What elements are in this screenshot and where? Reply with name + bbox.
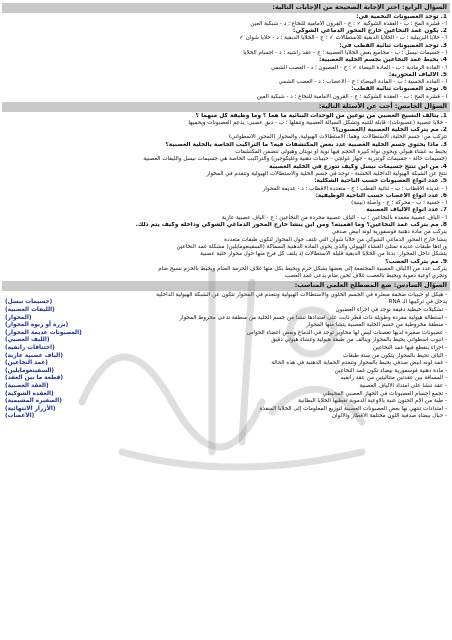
q5-block-2-question: 2. مم يتركب الخلية العصبية (العصبون)؟	[332, 127, 447, 134]
q6-statement: - تجمع أجسام العصبونات في الجهاز العصبي المحيطي	[322, 390, 447, 397]
q6-row	[2, 337, 450, 345]
q4-header: السؤال الرابع: اختر الإجابة الصحيحة من الإجابات التالية:	[2, 3, 450, 13]
q6-answer: (جسيمات نيسل)	[5, 299, 53, 306]
q5-block-3-question: 3. ماذا يحتوي جسم الخلية العصبية عدد بعض المكتشفات فيه؟ ما التراكيب الخاصة بالخلية العصبية؟	[165, 141, 447, 148]
q6-statement: - أجزاء ينقطع فيها غمد النخاعين	[372, 345, 447, 352]
q5-block-8-answer-line-1: يتركب من مادة دهنية فوسفورية لونه أبيض صدفي	[331, 229, 447, 236]
q6-answer: (المحوار)	[5, 314, 32, 321]
q5-block-9-question: 9. مم يتركب العصب؟	[385, 258, 447, 265]
q5-block-1-answer: - خلايا عصبية (عصبونات): قابلة للتنبه وتشكل السيالة العصبية وتنقلها ؛ ب - دبق عصبي: يدعم العصبونات ويحميها	[188, 119, 447, 126]
q5-list	[2, 113, 450, 281]
q4-item-5-question: 5. الألياف المحورية:	[388, 71, 447, 78]
q4-item-1-options: أ - قشرة المخ ؛ ب - العقدة الشوكية ✓ ؛ ج - القرون الأمامية للنخاع ؛ د - شبكية العين	[250, 20, 447, 27]
q6-row	[2, 322, 450, 330]
q6-statement: - أنبوب أسطواني يحيط بالمحوار ويتألف من طبقة هيولية وغشاء هيولي دقيق	[271, 337, 447, 344]
q4-item-2-question: 2. يكون غمد النخاعين خارج المحور الدماغي الشوكي:	[293, 28, 447, 35]
q6-row	[2, 360, 450, 368]
q6-header: السؤال السادس: ضع المصطلح العلمي المناسب:	[2, 281, 450, 291]
q4-item-6-options: أ - قشرة المخ ؛ ب - العقدة الشوكية ؛ ج - القرون الأمامية للنخاع ؛ د - شبكية العين	[256, 93, 447, 100]
q5-block-9-answer-line-2: وتجري أوعية دموية ويحيط بالعصب غلاف ثخين ضام يدعى غمد العصب	[284, 273, 447, 280]
q6-answer: (الضفيرة المشيمية)	[5, 398, 62, 405]
q6-answer: (الليفات العصبية)	[5, 307, 55, 314]
q6-row	[2, 299, 450, 307]
q6-statement: - ألياف تحيط بالمحوار يتكون من ستة طبقات	[343, 352, 447, 359]
q6-statement: - استطالة هيولية مفردة وطويلة ذات قطر ثابت على امتدادها تنشأ من جسم الخلية من منطقة تدعى مخروط المحوار	[179, 314, 447, 321]
q4-item-5-options: أ - الماده الحسية ؛ ب - المادة البيضاء ؛ ج - الأعصاب ؛ د - العصب الشمي	[278, 79, 447, 86]
q5-header: السؤال الخامس: أجب عن الأسئلة التالية:	[2, 102, 450, 112]
q6-statement: - منطقة مخروطية من جسم الخلية العصبية يتشأ منها المحوار	[306, 322, 447, 329]
q6-row	[2, 398, 450, 406]
q5-block-3-answer-line-2: (جسيمات حالة - جسيمات كوندرية - جهاز غولجي - حبيبات دهنية وغليكوجين) والتراكيب الخاصة هي جسيمات نيسل والليفات العصبية	[143, 156, 447, 163]
q6-row	[2, 383, 450, 391]
worksheet-page	[2, 2, 450, 638]
q6-statement: - مادة دهنية فوسفورية بيضاء تكون غمد النخاعين	[334, 367, 447, 374]
q6-row	[2, 368, 450, 376]
q6-row	[2, 307, 450, 315]
q6-statement: - غمد لونه أبيض صدفي يحيط بالمحوار وتنعدم الحماية الدهنية في هذه الحالة	[271, 360, 447, 367]
q6-answer: (الليف العصبي)	[5, 337, 50, 344]
q5-block-9-answer-line-1: يتركب عدد من الألياف العصبية المجتمعة إلى بعضها بشكل حزم ويحيط بكل منها غلاف الحزمة الضام ويحيط بالحزم نسيج ضام	[158, 265, 447, 272]
q5-block-8-answer-line-4: يتشكل داخل المحوار: بدءاً من الخلايا الدبقية قليلة الاستطالات إذ يلتف كل فرع منها حول محوار خلية عصبية	[200, 251, 447, 258]
q6-statement: - عقد تنشأ على امتداد الألياف العصبية	[359, 383, 447, 390]
q6-row	[2, 292, 450, 300]
q6-row	[2, 406, 450, 414]
q5-block-7-answer: أ - ألياف عصبية مغمدة بالنخاعين ؛ ب - ألياف عصبية مجردة من النخاعين ؛ ج - ألياف عصبية عارية	[221, 214, 447, 221]
q6-answer: (غمد النخاعين)	[5, 360, 48, 367]
q6-row	[2, 330, 450, 338]
q4-item-3-options: أ - جسيمات نيسل ؛ ب - مجاميع بعض الخلايا العصبية ؛ ج - عقد راشيه ؛ د - أجسام الخلايا	[243, 49, 447, 56]
q6-answer: (اختناقات رانفيه)	[5, 345, 55, 352]
q6-statement: - طية من الأم الحنون غنية بالأوعية الدموية تغطيها الخلايا البطانية	[298, 398, 447, 405]
q4-item-2-options: أ - خلايا البربيلية ؛ ب - الخلايا الدبقية للاستطالات ✓ ؛ ج - الخلايا الدبقية ؛ د - خلايا شوان ✓	[239, 35, 447, 42]
q6-answer: (السفينغومايلين)	[5, 367, 55, 374]
q4-item-4-question: 4. يحيط غمد النخاعين بجسم الخلية العصبية:	[318, 57, 447, 64]
q5-block-5-question: 5. عدد أنواع العصبونات حسب الناحية الشكلية:	[314, 178, 447, 185]
q5-block-6-answer: أ - حسية ؛ ب - محركة ؛ ج - واصلة (بينية)	[351, 200, 447, 207]
q6-answer: (العقد العصبية)	[5, 383, 49, 390]
q5-block-8-answer-line-2: ينشأ خارج المحور الدماغي الشوكي من خلايا شوان التي تلتف حول المحوار لتكون طبقات متعددة	[224, 236, 447, 243]
q5-block-2-answer: تتركب من: جسم الخلية، الاستطالات، وهما: الاستطالات الهيولية، والمحوار (المحور الأسطواني)	[228, 134, 447, 141]
q6-answer: (بزرة أو ربوة المحوار)	[5, 322, 69, 329]
q5-block-6-question: 6. عدد أنواع الأعصاب حسب الناحية الوظيفية:	[315, 192, 447, 199]
q6-list	[2, 292, 450, 421]
q6-answer: (العصبونات عديمة المحوار)	[5, 329, 82, 336]
q6-statement: - هيكل أو حبيبات ضخمة مبعثرة في الجسم الخلوي والاستطالات الهيولية وتنعدم في المحوار تتكون عن الشبكة الهيولية الداخلية	[156, 291, 447, 298]
q6-answer: (الأزرار الانتهائية)	[5, 405, 56, 412]
q6-statement: - حبال بيضاء صدفية اللون مختلفة الأقطار والألوان	[331, 413, 447, 420]
q5-block-4-question: 4. من أين تنتج جسيمات نيسل وكيف تتوزع في الخلية العصبية	[269, 163, 447, 170]
q5-block-3-answer-line-1: يحيط به غشاء هيولي ويحوي نواة كبيرة الحجم فيها نوية أو نويتان وهيولى تتضمن المكتشفات	[235, 149, 447, 156]
q6-statement: - عصبونات صغيرة لديها تغصنات ليس لها محاوير توجد في الدماغ وبعض أعضاء الحواس	[246, 329, 447, 336]
q6-answer: (الياف عصبية عارية)	[5, 352, 63, 359]
q6-row	[2, 375, 450, 383]
q6-answer: (الأعصاب)	[5, 413, 35, 420]
q5-block-8-answer-line-3: وراءها طبقات عديدة تمتلئ الغشاء الهيولي والذي يحوي المادة الدهنية السماكة (السفينغومايلين) مشكلة غمد النخاعين	[176, 243, 447, 250]
q4-item-4-options: أ - المادة الرمادية ؛ ب - المادة البيضاء ✓ ؛ ج - العصبون ؛ د - العصب الشمي	[270, 64, 447, 71]
q4-item-6-question: 6. توجد العصبونات ثنائية القطب:	[351, 86, 447, 93]
q6-row	[2, 413, 450, 421]
q5-block-1-question: 1. يتألف النسيج العصبي من نوعين من الوحدات البنائية ما هما ؟ وما وظيفة كل منهما ؟	[195, 112, 447, 119]
q5-block-8-question: 8. مم يتركب غمد النخاعين؟ وما أهميته؟ ومن أين ينشأ خارج المحور الدماغي الشوكي وداخله وكيف يتم ذلك.	[135, 222, 447, 229]
q6-row	[2, 315, 450, 323]
q5-block-7-question: 7. عدد أنواع الألياف العصبية	[366, 207, 447, 214]
q6-row	[2, 345, 450, 353]
q6-statement: - تشكيلات خيطية دقيقة توجد في أجزاء العصبون	[335, 307, 447, 314]
q4-item-3-question: 3. توجد العصبونات ثنائية القطب في:	[339, 42, 447, 49]
q5-block-5-answer: أ - عديدة الأقطاب ؛ ب - ثنائية القطب ؛ ج - متعددة الأقطاب ؛ د - عديمة المحوار	[262, 185, 447, 192]
q6-answer: (العقدة الشوكية)	[5, 390, 54, 397]
q6-statement: - امتدادات تنتهي بها بعض العصبونات العصبية لتوزيع المعلومات إلى الخلايا المنفذة	[259, 405, 447, 412]
q6-row	[2, 353, 450, 361]
q4-list	[2, 14, 450, 102]
q6-answer: (قطعة ما بين العقد)	[5, 375, 64, 382]
q6-statement: - المسافة بين عقدتين متتاليتين من عقد رانفيه	[340, 375, 447, 382]
q5-block-4-answer: تنتج عن الشبكة الهيولية الداخلية الخشنة - توجد في جسم الخلية والاستطالات الهيولية وتنعدم في المحوار	[206, 170, 447, 177]
q4-item-1-question: 1. توجد العصبونات النخمية في:	[356, 13, 447, 20]
q6-row	[2, 391, 450, 399]
q6-statement: يدخل في تركيبها الـ RNA	[388, 299, 447, 306]
